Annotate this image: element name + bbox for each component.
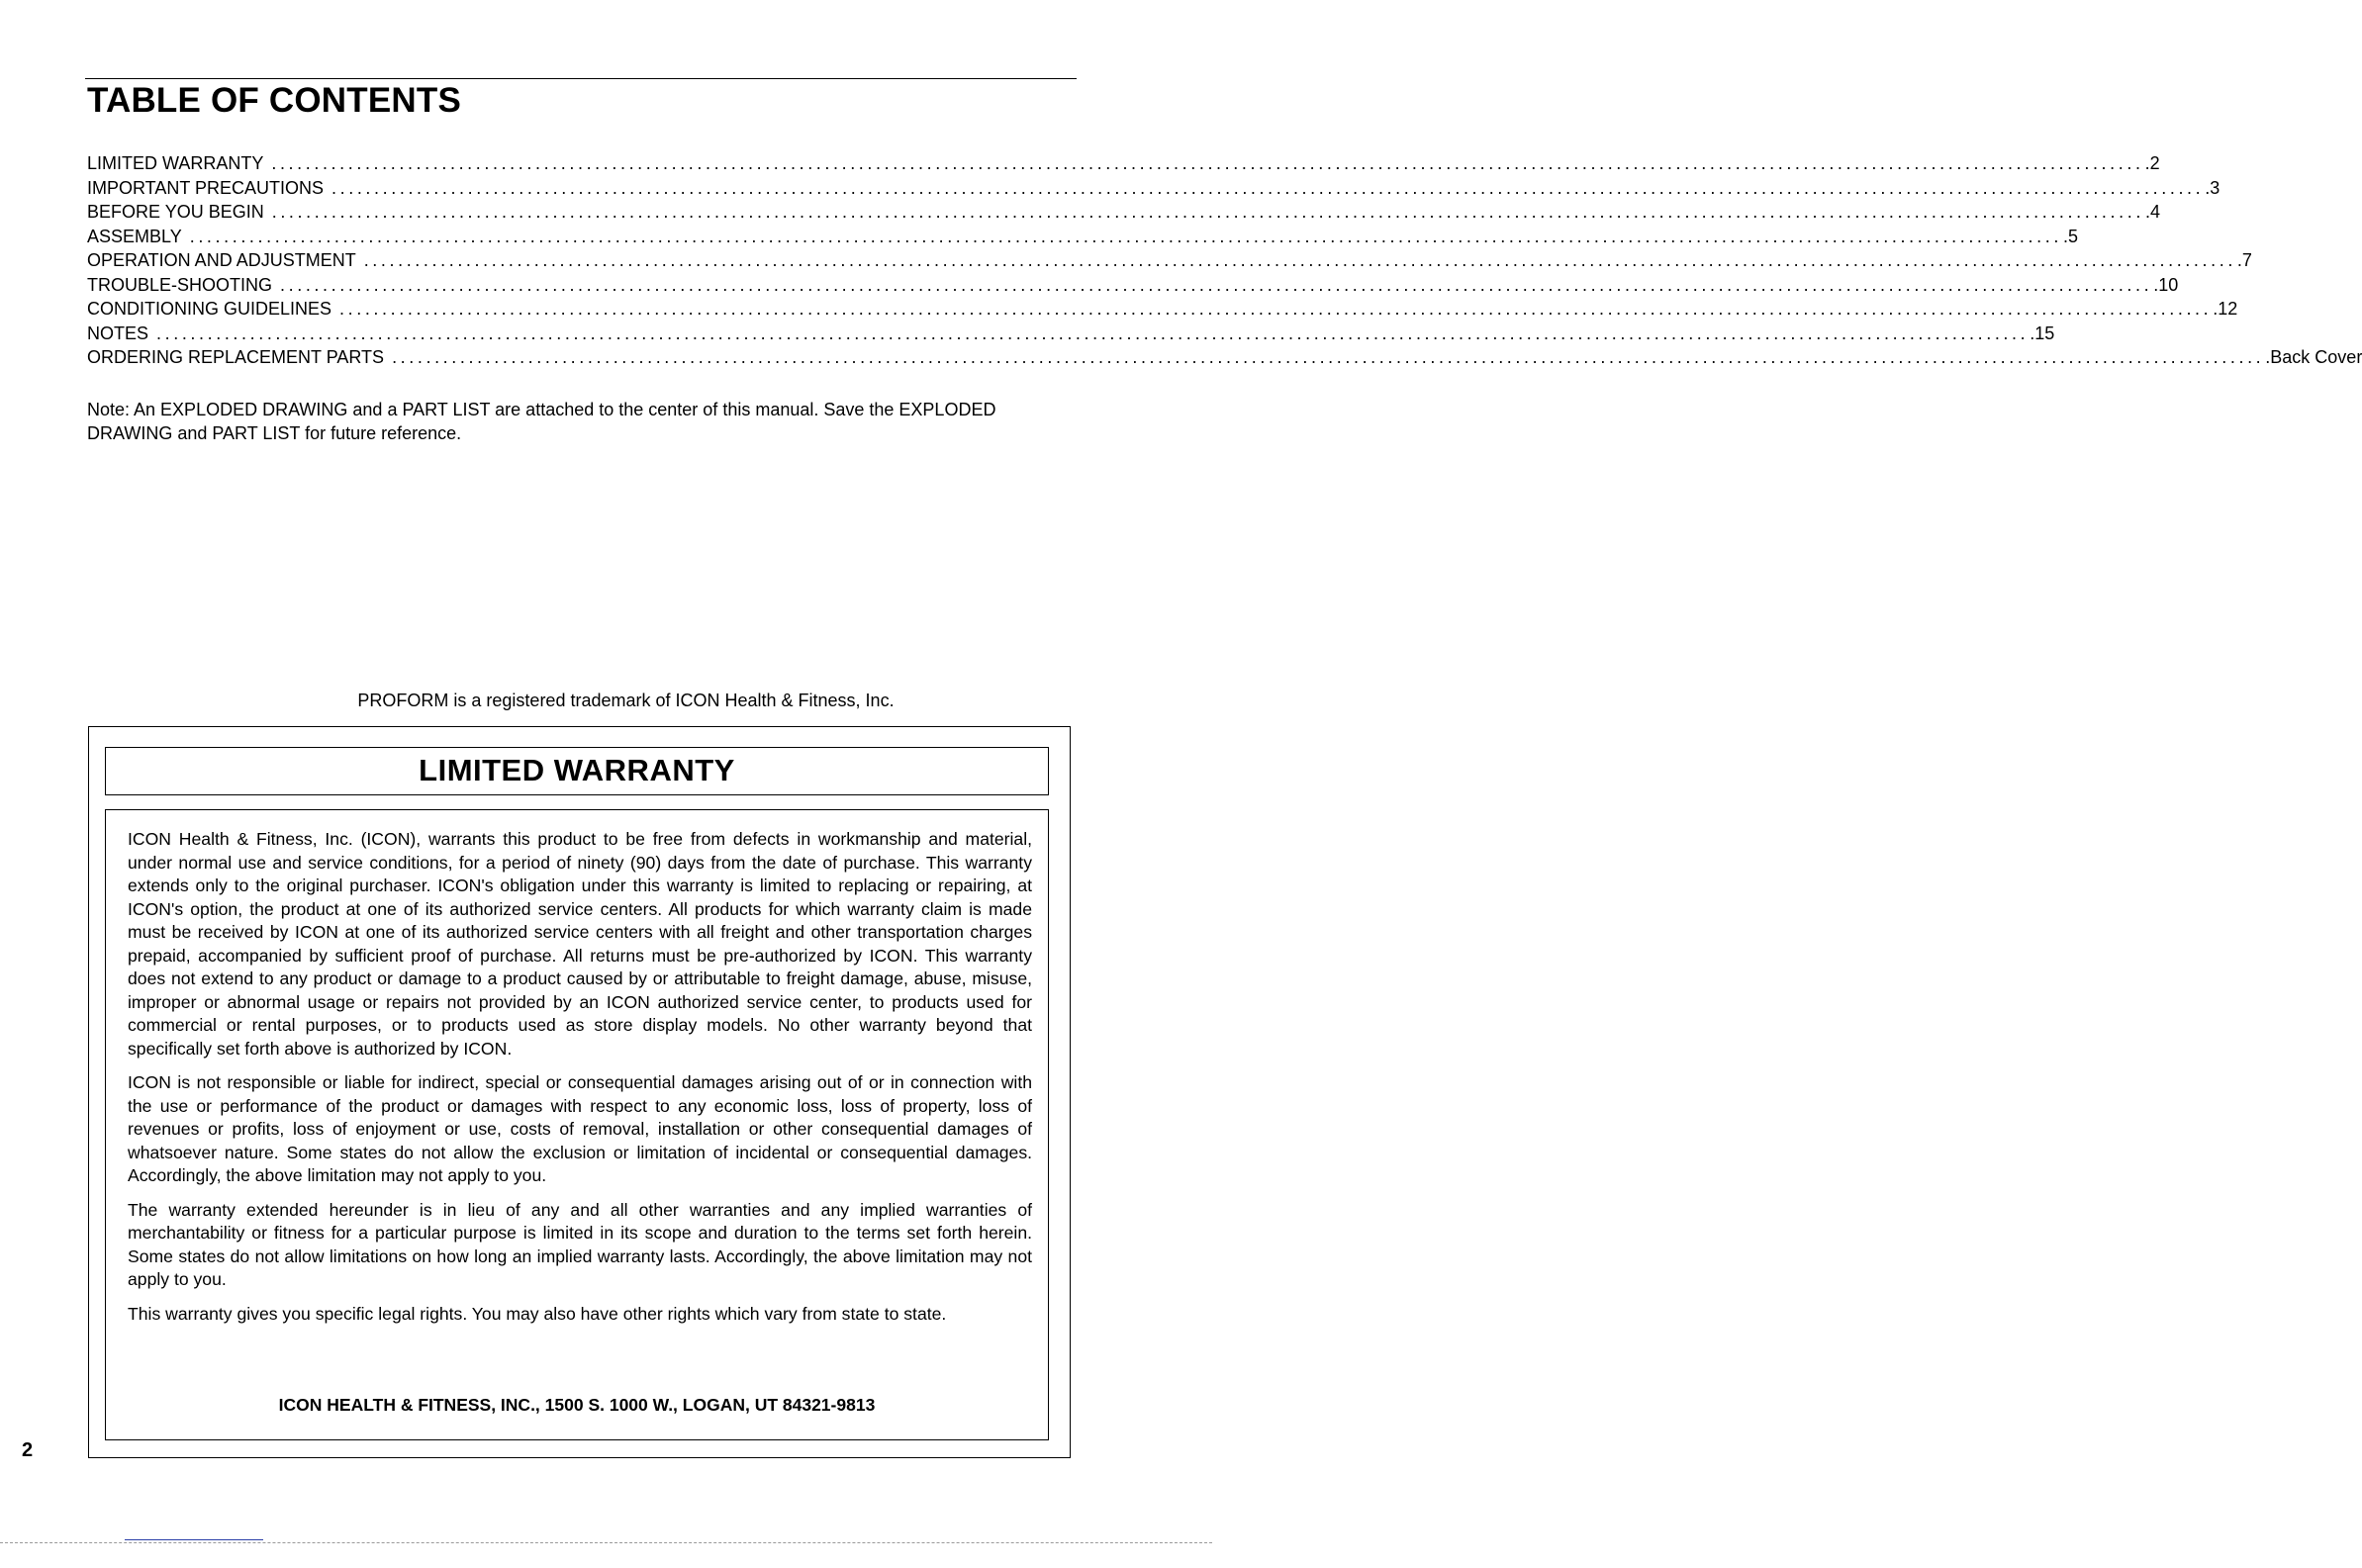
toc-entry-label: OPERATION AND ADJUSTMENT — [87, 250, 356, 270]
toc-entry-page: .5 — [2062, 226, 2078, 246]
toc-entry — [87, 273, 2179, 298]
toc-leader-dots: ............................................................................................................................................................................................................................ — [189, 226, 2062, 246]
toc-entry-page: .15 — [2030, 323, 2055, 343]
toc-entry-label: NOTES — [87, 323, 149, 343]
toc-entry — [87, 200, 2160, 225]
warranty-title: LIMITED WARRANTY — [419, 753, 735, 787]
toc-entry-label: TROUBLE-SHOOTING — [87, 274, 273, 295]
toc-leader-dots: ............................................................................................................................................................................................................................ — [363, 250, 2236, 270]
warranty-paragraph: The warranty extended hereunder is in lieu of any and all other warranties and any implied warranties of merchantability or fitness for a particular purpose is limited in its scope and duration to the terms set forth herein. Some states do not allow limitations on how long an implied warranty lasts. Accordingly, the above limitation may not apply to you. — [128, 1199, 1032, 1289]
toc-entry-label: LIMITED WARRANTY — [87, 153, 264, 173]
toc-entry-label: CONDITIONING GUIDELINES — [87, 299, 332, 319]
toc-entry-label: BEFORE YOU BEGIN — [87, 202, 264, 222]
toc-entry-page: .2 — [2144, 153, 2160, 173]
toc-leader-dots: ............................................................................................................................................................................................................................ — [271, 153, 2144, 173]
toc-leader-dots: ............................................................................................................................................................................................................................ — [331, 177, 2205, 198]
warranty-address: ICON HEALTH & FITNESS, INC., 1500 S. 1000 W., LOGAN, UT 84321-9813 — [278, 1395, 876, 1415]
toc-entry-page: .7 — [2236, 250, 2252, 270]
toc-title: TABLE OF CONTENTS — [87, 81, 462, 120]
scan-edge-line — [0, 1542, 1212, 1543]
toc-entry-label: ORDERING REPLACEMENT PARTS — [87, 347, 385, 367]
toc-leader-dots: ............................................................................................................................................................................................................................ — [156, 323, 2030, 343]
toc-entry-label: IMPORTANT PRECAUTIONS — [87, 177, 325, 198]
page-number: 2 — [22, 1439, 34, 1461]
toc-leader-dots: ............................................................................................................................................................................................................................ — [392, 347, 2265, 367]
toc-entry — [87, 225, 2078, 249]
warranty-body — [105, 809, 1049, 1440]
toc-entry-page: .4 — [2144, 202, 2160, 222]
toc-list — [87, 151, 2362, 370]
trademark-notice: PROFORM is a registered trademark of ICON Health & Fitness, Inc. — [357, 691, 895, 710]
toc-entry-page: .12 — [2213, 299, 2238, 319]
warranty-paragraph: This warranty gives you specific legal rights. You may also have other rights which vary from state to state. — [128, 1303, 947, 1324]
toc-leader-dots: ............................................................................................................................................................................................................................ — [280, 274, 2153, 295]
toc-leader-dots: ............................................................................................................................................................................................................................ — [271, 202, 2144, 222]
toc-entry — [87, 322, 2055, 346]
warranty-header-box — [105, 747, 1049, 795]
scan-edge-mark — [125, 1539, 263, 1540]
toc-entry — [87, 345, 2362, 370]
toc-entry-page: .10 — [2153, 274, 2179, 295]
warranty-paragraph: ICON is not responsible or liable for indirect, special or consequential damages arising out of or in connection with the use or performance of the product or damages with respect to any economic loss, loss of property, loss of revenues or profits, loss of enjoyment or use, costs of removal, installation or other consequential damages of whatsoever nature. Some states do not allow the exclusion or limitation of incidental or consequential damages. Accordingly, the above limitation may not apply to you. — [128, 1072, 1032, 1185]
toc-entry — [87, 248, 2252, 273]
toc-entry — [87, 151, 2160, 176]
toc-note: Note: An EXPLODED DRAWING and a PART LIST are attached to the center of this manual. Save the EXPLODED DRAWING and PART LIST for future reference. — [87, 400, 996, 443]
toc-entry-page: .Back Cover — [2265, 347, 2362, 367]
warranty-paragraph: ICON Health & Fitness, Inc. (ICON), warrants this product to be free from defects in workmanship and material, under normal use and service conditions, for a period of ninety (90) days from the date of purchase. This warranty extends only to the original purchaser. ICON's obligation under this warranty is limited to replacing or repairing, at ICON's option, the product at one of its authorized service centers. All products for which warranty claim is made must be received by ICON at one of its authorized service centers with all freight and other transportation charges prepaid, accompanied by sufficient proof of purchase. All returns must be pre-authorized by ICON. This warranty does not extend to any product or damage to a product caused by or attributable to freight damage, abuse, misuse, improper or abnormal usage or repairs not provided by an ICON authorized service center, to products used for commercial or rental purposes, or to products used as store display models. No other warranty beyond that specifically set forth above is authorized by ICON. — [128, 829, 1032, 1059]
toc-entry-label: ASSEMBLY — [87, 226, 182, 246]
top-rule — [85, 78, 1077, 79]
toc-entry — [87, 297, 2238, 322]
toc-entry — [87, 176, 2220, 201]
toc-leader-dots: ............................................................................................................................................................................................................................ — [339, 299, 2213, 319]
toc-entry-page: .3 — [2205, 177, 2220, 198]
